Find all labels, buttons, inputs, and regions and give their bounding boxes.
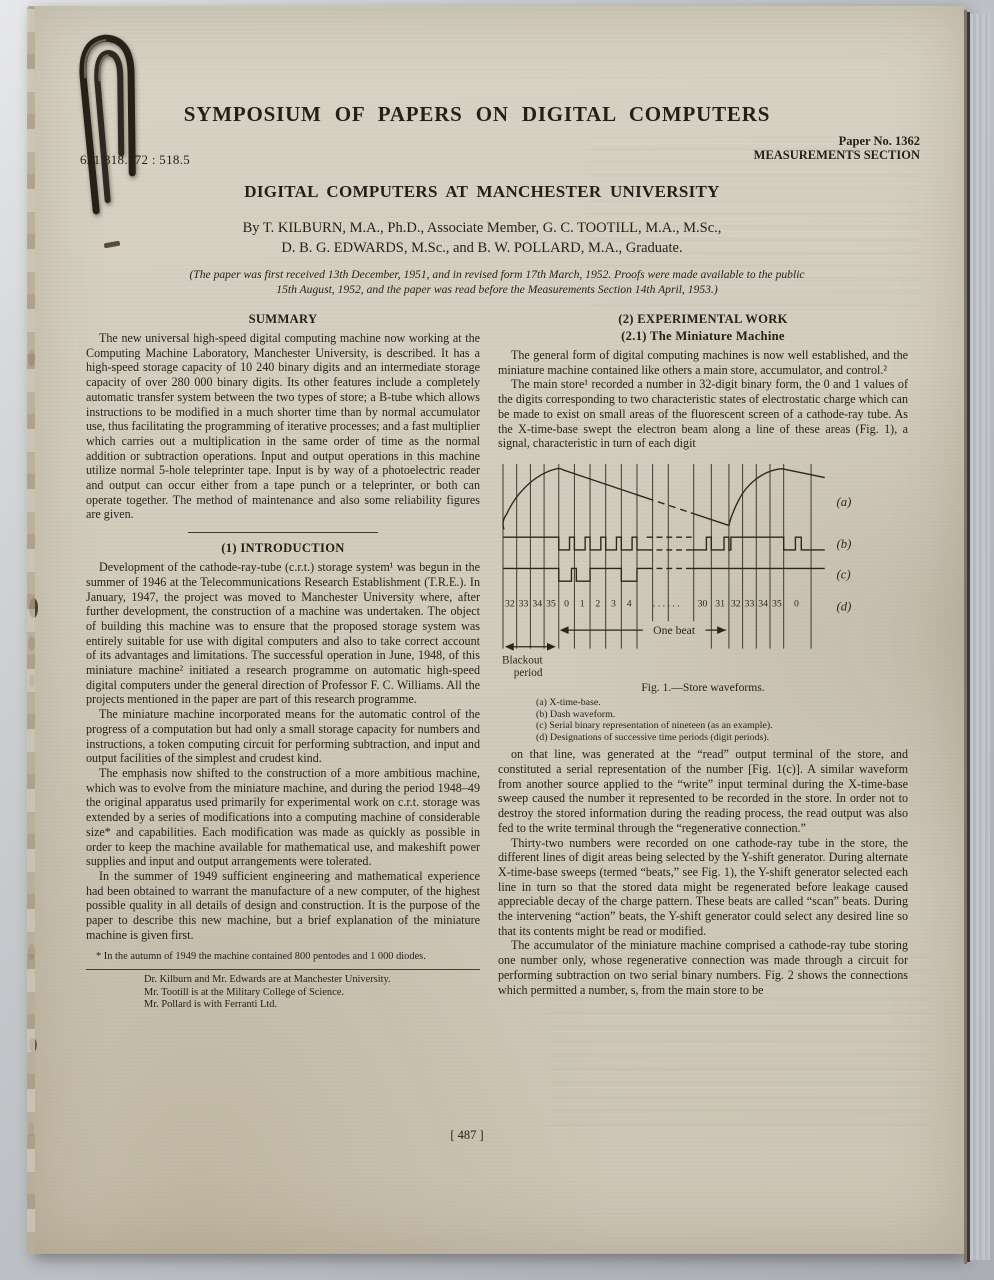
- legend-line-c: (c) Serial binary representation of nineteen (as an example).: [536, 720, 773, 732]
- svg-text:34: 34: [758, 598, 769, 610]
- section-divider-rule: [188, 532, 378, 533]
- intro-paragraph-1: Development of the cathode-ray-tube (c.r.t.) storage system¹ was begun in the summer of 1946 at the Telecommunications Research Establishment (T.R.E.). In January, 1947, the project was moved to Manchester University where, after further development, the construction of a machine was undertaken. The object of building this machine was to ensure that the proposed storage system was entirely suitable for use with digital computers and also to take correct account of its advantages and limitations. The successful operation in June, 1948, of this miniature machine² initiated a research programme on automatic high-speed digital computers under the general direction of Professor F. C. Williams. All the projects mentioned in the paper are part of this research programme.: [86, 560, 480, 707]
- svg-text:3: 3: [611, 598, 616, 610]
- svg-text:(b): (b): [836, 536, 852, 551]
- intro-paragraph-4: In the summer of 1949 sufficient engineering and mathematical experience had been obtained to warrant the manufacture of a new computer, of the highest possible quality in all details of design and construction. It is the purpose of the paper to describe this new machine, but a brief explanation of the miniature machine is given first.: [86, 868, 480, 942]
- authors-byline: [30, 218, 934, 258]
- svg-text:32: 32: [504, 598, 515, 610]
- summary-heading: SUMMARY: [248, 312, 318, 326]
- affiliation-2: Mr. Tootill is at the Military College of Science.: [144, 986, 344, 998]
- svg-text:(d): (d): [836, 599, 852, 614]
- one-beat-label: One beat: [653, 623, 696, 637]
- svg-text:33: 33: [744, 598, 755, 610]
- figure-1-legend: [536, 697, 908, 743]
- legend-line-b: (b) Dash waveform.: [536, 708, 616, 720]
- figure-1-caption: Fig. 1.—Store waveforms.: [641, 680, 765, 694]
- svg-text:4: 4: [626, 598, 632, 610]
- figure-1: [498, 457, 908, 743]
- svg-text:31: 31: [715, 598, 725, 610]
- blackout-label-2: period: [513, 666, 543, 679]
- miniature-machine-heading: (2.1) The Miniature Machine: [621, 329, 785, 343]
- svg-text:33: 33: [518, 598, 529, 610]
- received-line1: (The paper was first received 13th December, 1951, and in revised form 17th March, 1952. Proofs were made available to the public: [189, 268, 805, 281]
- svg-text:35: 35: [771, 598, 782, 610]
- legend-line-a: (a) X-time-base.: [536, 696, 601, 708]
- right-paragraph-1: The general form of digital computing machines is now well established, and the miniature machine contained like others a main store, accumulator, and control.²: [498, 348, 908, 377]
- paper-number-block: [754, 134, 920, 162]
- byline-line2: D. B. G. EDWARDS, M.Sc., and B. W. POLLARD, M.A., Graduate.: [281, 240, 683, 256]
- right-column: [498, 310, 908, 1012]
- svg-text:34: 34: [532, 598, 543, 610]
- summary-paragraph: The new universal high-speed digital computing machine now working at the Computing Machine Laboratory, Manchester University, is described. It has a high-speed storage capacity of 10 240 binary digits and an intermediate storage capacity of over 280 000 binary digits. Its other features include a completely automatic transfer system between the two types of store; a B-tube which allows instructions to be modified in a much shorter time than by normal accumulator use, thus facilitating the programming of iterative processes; and a fast multiplier which carries out a multiplication in the same order of time as the normal addition or subtraction operations. Input and output operations in this machine utilize normal 5-hole teleprinter tape. Input is by way of a photoelectric reader and output can occur either from a tape punch or a teleprinter, or both can operate together. The method of maintenance and also some reliability figures are given.: [86, 331, 480, 522]
- paperclip-icon: [68, 14, 148, 224]
- right-paragraph-5: The accumulator of the miniature machine comprised a cathode-ray tube storing one number only, whose regenerative connection was made through a circuit for performing subtraction on two serial binary numbers. Fig. 2 shows the connections which permitted a number, s, from the main store to be: [498, 938, 908, 997]
- svg-text:(a): (a): [836, 494, 852, 509]
- series-title: SYMPOSIUM OF PAPERS ON DIGITAL COMPUTERS: [183, 102, 771, 126]
- svg-text:32: 32: [730, 598, 741, 610]
- svg-text:0: 0: [564, 598, 570, 610]
- intro-paragraph-3: The emphasis now shifted to the construction of a more ambitious machine, which was to evolve from the miniature machine, and during the period 1948–49 the original apparatus used primarily for experimental work on c.r.t. storage was extended by a series of modifications into a computing machine of considerable size* and capabilities. Each modification was made as quickly as possible in order to keep the machine available for mathematical use, and makeshift power supplies and input and output arrangements were tolerated.: [86, 765, 480, 869]
- blackout-label-1: Blackout: [502, 654, 543, 667]
- two-column-body: [86, 310, 908, 1012]
- svg-text:0: 0: [793, 598, 799, 610]
- introduction-heading: (1) INTRODUCTION: [221, 541, 345, 556]
- page-stack-edge-texture: [970, 14, 990, 1260]
- affiliation-3: Mr. Pollard is with Ferranti Ltd.: [144, 999, 278, 1011]
- footnote: * In the autumn of 1949 the machine contained 800 pentodes and 1 000 diodes.: [96, 951, 426, 963]
- intro-paragraph-2: The miniature machine incorporated means for the automatic control of the progress of a computation but had only a small storage capacity for numbers and instructions, a token computing circuit for performing subtraction, and input and output facilities of the simplest and crudest kind.: [86, 707, 480, 766]
- received-note: [60, 268, 934, 297]
- svg-text:30: 30: [697, 598, 708, 610]
- page-number: [ 487 ]: [450, 1128, 484, 1142]
- torn-paper-edge: [27, 6, 35, 1254]
- svg-text:(c): (c): [836, 567, 851, 582]
- author-affiliations: [144, 974, 480, 1012]
- svg-text:2: 2: [595, 598, 601, 610]
- right-paragraph-2: The main store¹ recorded a number in 32-digit binary form, the 0 and 1 values of the digits corresponding to two characteristic states of electrostatic charge which can be made to exist on small areas of the fluorescent screen of a cathode-ray tube. As the X-time-base swept the electron beam along a line of these areas (Fig. 1), a signal, characteristic in turn of each digit: [498, 377, 908, 451]
- figure-1-waveform-diagram: [500, 457, 906, 679]
- paper-title: DIGITAL COMPUTERS AT MANCHESTER UNIVERSITY: [244, 182, 720, 201]
- left-column: [86, 310, 480, 1012]
- affiliation-1: Dr. Kilburn and Mr. Edwards are at Manchester University.: [144, 973, 391, 985]
- svg-text:. . . . . .: . . . . . .: [652, 598, 680, 610]
- received-line2: 15th August, 1952, and the paper was read before the Measurements Section 14th April, 1953.): [276, 282, 718, 296]
- right-paragraph-3: on that line, was generated at the “read” output terminal of the store, and constituted a serial representation of the number [Fig. 1(c)]. A similar waveform from another source applied to the “write” input terminal during the X-time-base sweep caused the number it represented to be recorded in the store. In order not to destroy the stored information during the reading process, the read output was also fed to the write terminal through the “regenerative connection.”: [498, 747, 908, 835]
- udc-classification: 621.318.572 : 518.5: [80, 152, 191, 167]
- byline-line1: By T. KILBURN, M.A., Ph.D., Associate Member, G. C. TOOTILL, M.A., M.Sc.,: [242, 220, 722, 236]
- experimental-work-heading: (2) EXPERIMENTAL WORK: [618, 312, 788, 326]
- footnote-rule: [86, 969, 480, 970]
- right-paragraph-4: Thirty-two numbers were recorded on one cathode-ray tube in the store, the different lines of digit areas being selected by the Y-shift generator. During alternate X-time-base sweeps (termed “beats,” see Fig. 1), the Y-shift generator selected each line in turn so that the stored data might be regenerated before leakage caused appreciable decay of the charge pattern. These beats are called “scan” beats. During the intervening “action” beats, the Y-shift generator could select any desired line so that its contents might be read or modified.: [498, 835, 908, 938]
- svg-text:35: 35: [546, 598, 556, 610]
- svg-text:1: 1: [579, 598, 585, 610]
- paper-number: Paper No. 1362: [838, 134, 920, 148]
- legend-line-d: (d) Designations of successive time periods (digit periods).: [536, 731, 770, 743]
- section-name: MEASUREMENTS SECTION: [753, 148, 920, 162]
- paper-page: [30, 6, 964, 1254]
